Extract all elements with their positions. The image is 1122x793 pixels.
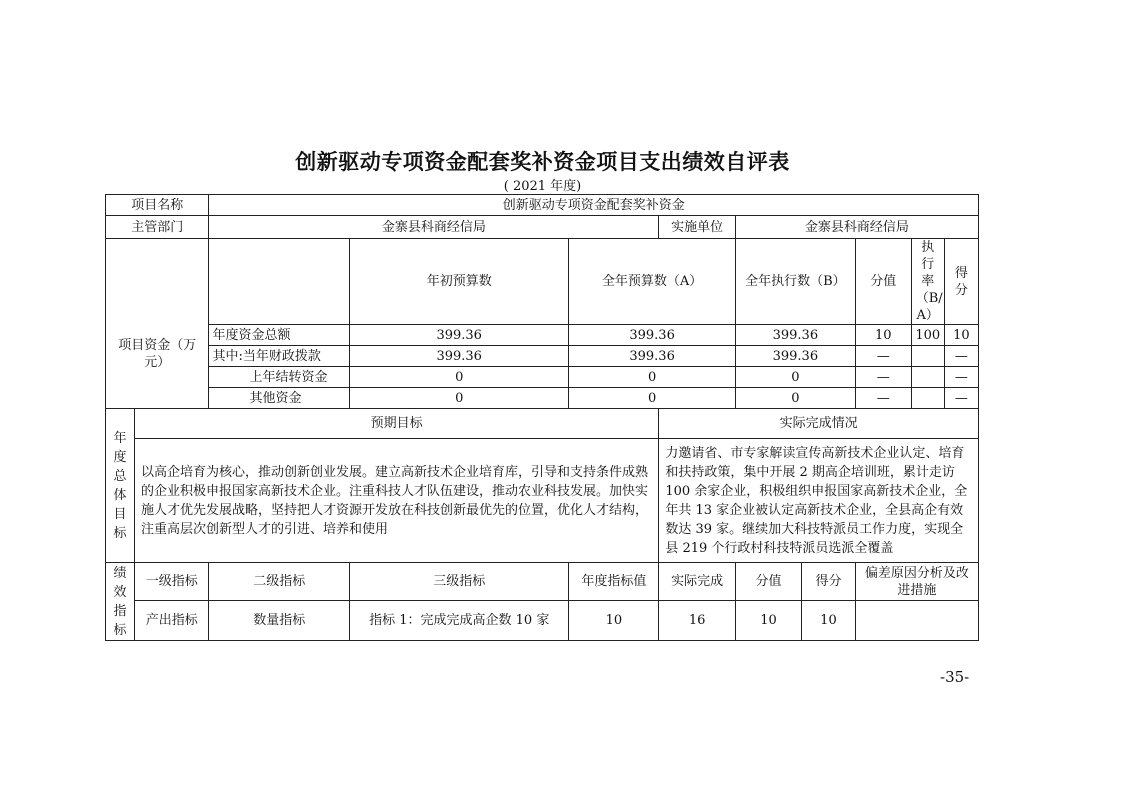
fund-score-value: — [855, 367, 911, 388]
fund-executed: 399.36 [735, 325, 855, 346]
fund-initial: 0 [350, 367, 569, 388]
funds-row [106, 346, 979, 367]
indicators-header-level1: 一级指标 [134, 563, 208, 601]
goals-expected-text: 以高企培育为核心，推动创新创业发展。建立高新技术企业培育库，引导和支持条件成熟的企业积极申报国家高新技术企业。注重科技人才队伍建设，推动农业科技发展。加快实施人才优先发展战略，坚持把人才资源开发放在科技创新最优先的位置，优化人才结构，注重高层次创新型人才的引进、培养和使用 [134, 439, 658, 563]
fund-executed: 0 [735, 388, 855, 409]
indicator-level2: 数量指标 [209, 601, 350, 641]
project-name-row [106, 195, 979, 216]
funds-row [106, 388, 979, 409]
project-name-label: 项目名称 [106, 195, 209, 216]
document-title: 创新驱动专项资金配套奖补资金项目支出绩效自评表 [295, 150, 790, 174]
fund-initial: 399.36 [350, 325, 569, 346]
funds-header-row [106, 239, 979, 325]
fund-name: 其中:当年财政拨款 [209, 346, 350, 367]
fund-rate [911, 367, 944, 388]
funds-header-score: 得分 [944, 239, 978, 325]
indicator-level3: 指标 1：完成完成高企数 10 家 [350, 601, 569, 641]
indicator-row [106, 601, 979, 641]
fund-name: 上年结转资金 [209, 367, 350, 388]
document-year: ( 2021 年度) [503, 179, 582, 194]
fund-executed: 399.36 [735, 346, 855, 367]
goals-label-text: 年度总体目标 [113, 430, 127, 541]
fund-score: — [944, 388, 978, 409]
funds-header-score-value: 分值 [855, 239, 911, 325]
dept-label: 主管部门 [106, 216, 209, 239]
fund-score-value: — [855, 388, 911, 409]
funds-header-rate: 执行率（B/A） [911, 239, 944, 325]
goals-header-row [106, 409, 979, 439]
indicator-deviation [855, 601, 978, 641]
fund-name: 年度资金总额 [209, 325, 350, 346]
funds-header-initial: 年初预算数 [350, 239, 569, 325]
indicators-header-row [106, 563, 979, 601]
fund-initial: 399.36 [350, 346, 569, 367]
indicator-level1: 产出指标 [134, 601, 208, 641]
funds-label: 项目资金（万元） [106, 239, 209, 409]
goals-actual-text: 力邀请省、市专家解读宣传高新技术企业认定、培育和扶持政策，集中开展 2 期高企培训班，累计走访 100 余家企业，积极组织申报国家高新技术企业，全年共 13 家企业被认定高新技术企业，全县高企有效数达 39 家。继续加大科技特派员工作力度，实现全县 219 个行政村科技特派员选派全覆盖 [659, 439, 979, 563]
impl-label: 实施单位 [659, 216, 736, 239]
fund-initial: 0 [350, 388, 569, 409]
fund-score: 10 [944, 325, 978, 346]
indicators-label [106, 563, 135, 641]
fund-annual: 399.36 [569, 346, 736, 367]
indicators-header-score: 得分 [802, 563, 856, 601]
dept-value: 金寨县科商经信局 [209, 216, 659, 239]
indicators-header-level3: 三级指标 [350, 563, 569, 601]
page-number: -35- [940, 668, 970, 686]
fund-score-value: 10 [855, 325, 911, 346]
funds-row [106, 367, 979, 388]
fund-rate: 100 [911, 325, 944, 346]
indicators-header-actual: 实际完成 [659, 563, 736, 601]
funds-row [106, 325, 979, 346]
indicator-score-value: 10 [735, 601, 801, 641]
funds-header-annual: 全年预算数（A） [569, 239, 736, 325]
indicators-label-text: 绩效指标 [113, 565, 127, 638]
impl-value: 金寨县科商经信局 [735, 216, 978, 239]
indicators-header-target: 年度指标值 [569, 563, 659, 601]
goals-label [106, 409, 135, 563]
goals-actual-header: 实际完成情况 [659, 409, 979, 439]
indicators-header-level2: 二级指标 [209, 563, 350, 601]
fund-annual: 0 [569, 367, 736, 388]
goals-expected-header: 预期目标 [134, 409, 658, 439]
funds-header-blank [209, 239, 350, 325]
funds-header-executed: 全年执行数（B） [735, 239, 855, 325]
indicator-score: 10 [802, 601, 856, 641]
fund-rate [911, 388, 944, 409]
goals-content-row [106, 439, 979, 563]
fund-name: 其他资金 [209, 388, 350, 409]
fund-annual: 0 [569, 388, 736, 409]
indicator-target: 10 [569, 601, 659, 641]
project-name-value: 创新驱动专项资金配套奖补资金 [209, 195, 979, 216]
performance-evaluation-table [105, 194, 979, 641]
indicator-actual: 16 [659, 601, 736, 641]
fund-score: — [944, 367, 978, 388]
fund-score: — [944, 346, 978, 367]
department-row [106, 216, 979, 239]
fund-score-value: — [855, 346, 911, 367]
fund-rate [911, 346, 944, 367]
fund-annual: 399.36 [569, 325, 736, 346]
indicators-header-deviation: 偏差原因分析及改进措施 [855, 563, 978, 601]
indicators-header-score-value: 分值 [735, 563, 801, 601]
fund-executed: 0 [735, 367, 855, 388]
